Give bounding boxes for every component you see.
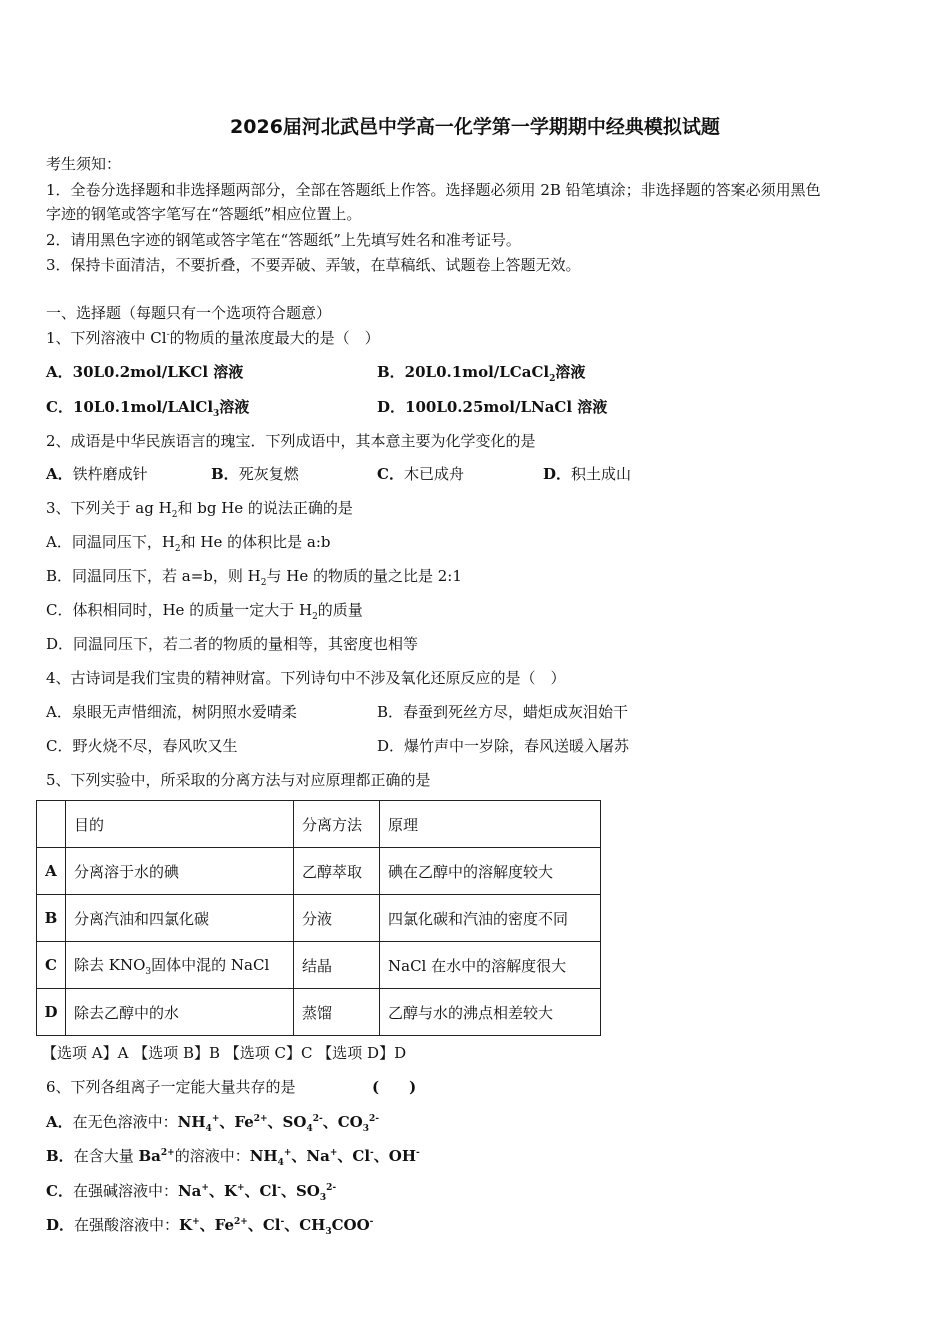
table-header-cell: 分离方法 (294, 801, 380, 848)
table-row (37, 989, 601, 1036)
question-5-stem: 5、下列实验中，所采取的分离方法与对应原理都正确的是 (46, 771, 431, 789)
option-letter: D． (543, 465, 572, 483)
option-letter: C． (377, 465, 404, 483)
question-1-option-b: B．20L0.1mol/LCaCl$_2$溶液 (377, 363, 586, 384)
notice-item-2: 2．请用黑色字迹的钢笔或答字笔在“答题纸”上先填写姓名和准考证号。 (46, 231, 521, 249)
question-3-option-b: B．同温同压下，若 a=b，则 $H_2$与 He 的物质的量之比是 2:1 (46, 567, 462, 588)
separation-table (36, 800, 601, 1036)
option-text: 积土成山 (571, 465, 632, 483)
row-label: B (37, 895, 66, 942)
row-label: D (37, 989, 66, 1036)
row-principle: 乙醇与水的沸点相差较大 (380, 989, 601, 1036)
question-6-option-d: D．在强酸溶液中：K+、$Fe^{2+}$、Cl-、$CH_3COO^-$ (46, 1216, 374, 1237)
question-2-option-d (543, 463, 631, 484)
question-3-option-a: A．同温同压下，$H_2$和 He 的体积比是 a:b (46, 533, 331, 554)
question-4-option-c: C．野火烧不尽，春风吹又生 (46, 737, 238, 755)
question-1-stem: 1、下列溶液中 Cl-的物质的量浓度最大的是（ ） (46, 329, 380, 347)
table-header-cell (37, 801, 66, 848)
table-header-cell: 目的 (66, 801, 294, 848)
question-3-option-d: D．同温同压下，若二者的物质的量相等，其密度也相等 (46, 635, 419, 653)
question-6-option-a: A．在无色溶液中：$NH_4^+$、$Fe^{2+}$、$SO_4^{2-}$、$CO_3^{2-}$ (46, 1113, 379, 1134)
option-letter: B． (211, 465, 239, 483)
question-1-option-c: C．10L0.1mol/LAlCl$_3$溶液 (46, 398, 250, 419)
section-heading: 一、选择题（每题只有一个选项符合题意） (46, 304, 332, 322)
question-3-option-c: C．体积相同时，He 的质量一定大于 $H_2$的质量 (46, 601, 363, 622)
option-text: 木已成舟 (403, 465, 464, 483)
question-6-paren: ( ) (372, 1078, 417, 1096)
question-6-stem: 6、下列各组离子一定能大量共存的是 (46, 1078, 296, 1096)
notice-heading: 考生须知： (46, 155, 122, 173)
row-principle: 四氯化碳和汽油的密度不同 (380, 895, 601, 942)
question-2-stem: 2、成语是中华民族语言的瑰宝．下列成语中，其本意主要为化学变化的是 (46, 432, 536, 450)
row-method: 结晶 (294, 942, 380, 989)
option-text: 铁杵磨成针 (72, 465, 148, 483)
table-row (37, 848, 601, 895)
row-label: A (37, 848, 66, 895)
row-purpose: 分离溶于水的碘 (66, 848, 294, 895)
notice-item-1-cont: 字迹的钢笔或答字笔写在“答题纸”相应位置上。 (46, 205, 362, 223)
row-label: C (37, 942, 66, 989)
question-4-option-b: B．春蚕到死丝方尽，蜡炬成灰泪始干 (377, 703, 629, 721)
row-principle: 碘在乙醇中的溶解度较大 (380, 848, 601, 895)
row-method: 乙醇萃取 (294, 848, 380, 895)
question-6-option-b: B．在含大量 $Ba^{2+}$的溶液中：$NH_4^+$、Na+、Cl-、OH- (46, 1147, 420, 1168)
row-purpose: 除去 $KNO_3$固体中混的 NaCl (66, 942, 294, 989)
row-purpose: 除去乙醇中的水 (66, 989, 294, 1036)
row-method: 蒸馏 (294, 989, 380, 1036)
question-2-option-b (211, 463, 299, 484)
question-6-option-c: C．在强碱溶液中：Na+、K+、Cl-、$SO_3^{2-}$ (46, 1182, 337, 1203)
table-header-row (37, 801, 601, 848)
table-row (37, 895, 601, 942)
notice-item-1: 1．全卷分选择题和非选择题两部分，全部在答题纸上作答。选择题必须用 2B 铅笔填涂；非选择题的答案必须用黑色 (46, 181, 821, 199)
question-4-option-d: D．爆竹声中一岁除，春风送暖入屠苏 (377, 737, 630, 755)
table-header-cell: 原理 (380, 801, 601, 848)
row-method: 分液 (294, 895, 380, 942)
option-letter: A． (46, 465, 73, 483)
question-2-option-a (46, 463, 148, 484)
row-principle: NaCl 在水中的溶解度很大 (380, 942, 601, 989)
question-3-stem: 3、下列关于 ag $H_2$和 bg He 的说法正确的是 (46, 499, 353, 520)
question-2-option-c (377, 463, 464, 484)
row-purpose: 分离汽油和四氯化碳 (66, 895, 294, 942)
question-5-options: 【选项 A】A 【选项 B】B 【选项 C】C 【选项 D】D (42, 1044, 407, 1062)
option-text: 死灰复燃 (238, 465, 299, 483)
question-1-option-d: D．100L0.25mol/LNaCl 溶液 (377, 398, 608, 416)
page-title: 2026届河北武邑中学高一化学第一学期期中经典模拟试题 (230, 116, 720, 138)
question-4-stem: 4、古诗词是我们宝贵的精神财富。下列诗句中不涉及氧化还原反应的是（ ） (46, 669, 566, 687)
table-row (37, 942, 601, 989)
question-1-option-a: A．30L0.2mol/LKCl 溶液 (46, 363, 244, 381)
question-4-option-a: A．泉眼无声惜细流，树阴照水爱晴柔 (46, 703, 297, 721)
notice-item-3: 3．保持卡面清洁，不要折叠，不要弄破、弄皱，在草稿纸、试题卷上答题无效。 (46, 256, 581, 274)
